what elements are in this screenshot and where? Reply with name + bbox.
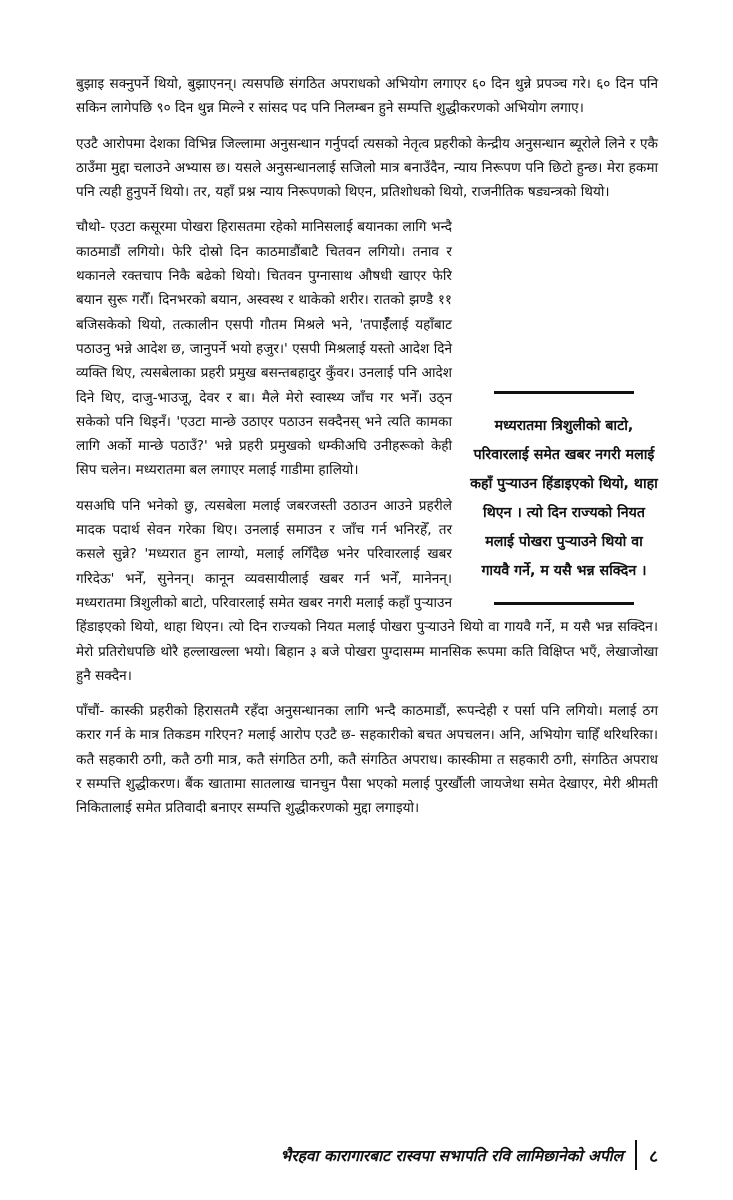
paragraph-1: बुझाइ सक्नुपर्ने थियो, बुझाएनन्। त्यसपछि संगठित अपराधको अभियोग लगाएर ६० दिन थुन्ने प्रपञ्च गरे। ६० दिन पनि सकिन लागेपछि ९० दिन थुन्न मिल्ने र सांसद पद पनि निलम्बन हुने सम्पत्ति शुद्धीकरणको अभियोग लगाए। — [76, 76, 658, 117]
pull-quote-text: मध्यरातमा त्रिशुलीको बाटो, परिवारलाई समेत खबर नगरी मलाई कहाँ पुऱ्याउन हिंडाइएको थियो, थाहा थिएन । त्यो दिन राज्यको नियत मलाई पोखरा पुऱ्याउने थियो वा गायवै गर्ने, म यसै भन्न सक्दिन । — [470, 418, 658, 580]
pull-quote — [470, 381, 658, 605]
paragraph-2: एउटै आरोपमा देशका विभिन्न जिल्लामा अनुसन्धान गर्नुपर्दा त्यसको नेतृत्व प्रहरीको केन्द्रीय अनुसन्धान ब्यूरोले लिने र एकै ठाउँमा मुद्दा चलाउने अभ्यास छ। यसले अनुसन्धानलाई सजिलो मात्र बनाउँदैन, न्याय निरूपण पनि छिटो हुन्छ। मेरा हकमा पनि त्यही हुनुपर्ने थियो। तर, यहाँ प्रश्न न्याय निरूपणको थिएन, प्रतिशोधको थियो, राजनीतिक षड्यन्त्रको थियो। — [76, 135, 658, 201]
page-footer — [76, 1138, 658, 1172]
article-body — [76, 72, 658, 832]
footer-title: भैरहवा कारागारबाट रास्वपा सभापति रवि लामिछानेको अपील — [280, 1147, 624, 1165]
paragraph-5: पाँचौं- कास्की प्रहरीको हिरासतमै रहँदा अनुसन्धानका लागि भन्दै काठमाडौं, रूपन्देही र पर्सा पनि लगियो। मलाई ठग करार गर्न के मात्र तिकडम गरिएन? मलाई आरोप एउटै छ- सहकारीको बचत अपचलन। अनि, अभियोग चाहिँ थरिथरिका। कतै सहकारी ठगी, कतै ठगी मात्र, कतै संगठित ठगी, कतै संगठित अपराध। कास्कीमा त सहकारी ठगी, संगठित अपराध र सम्पत्ति शुद्धीकरण। बैंक खातामा सातलाख चानचुन पैसा भएको मलाई पुरर्खौली जायजेथा समेत देखाएर, मेरी श्रीमती निकितालाई समेत प्रतिवादी बनाएर सम्पत्ति शुद्धीकरणको मुद्दा लगाइयो। — [76, 703, 658, 817]
paragraph-3: चौथो- एउटा कसूरमा पोखरा हिरासतमा रहेको मानिसलाई बयानका लागि भन्दै काठमाडौं लगियो। फेरि दोस्रो दिन काठमाडौंबाटै चितवन लगियो। तनाव र थकानले रक्तचाप निकै बढेको थियो। चितवन पुग्नासाथ औषधी खाएर फेरि बयान सुरू गरौँ। दिनभरको बयान, अस्वस्थ र थाकेको शरीर। रातको झण्डै ११ बजिसकेको थियो, तत्कालीन एसपी गौतम मिश्रले भने, 'तपाईँलाई यहाँबाट पठाउनु भन्ने आदेश छ, जानुपर्ने भयो हजुर।' एसपी मिश्रलाई यस्तो आदेश दिने व्यक्ति थिए, त्यसबेलाका प्रहरी प्रमुख बसन्तबहादुर कुँवर। उनलाई पनि आदेश दिने थिए, दाजु-भाउजू, देवर र बा। मैले मेरो स्वास्थ्य जाँच गर भनेँ। उठ्न सकेको पनि थिइनँ। 'एउटा मान्छे उठाएर पठाउन सक्दैनस् भने त्यति कामका लागि अर्को मान्छे पठाउँ?' भन्ने प्रहरी प्रमुखको धम्कीअघि उनीहरूको केही सिप चलेन। मध्यरातमा बल लगाएर मलाई गाडीमा हालियो। — [76, 219, 452, 479]
pull-quote-bottom-rule — [494, 602, 634, 605]
pull-quote-top-rule — [494, 391, 634, 394]
footer-divider — [635, 1140, 637, 1170]
page-number: ८ — [649, 1146, 658, 1167]
paragraph-4: यसअघि पनि भनेको छु, त्यसबेला मलाई जबरजस्ती उठाउन आउने प्रहरीले मादक पदार्थ सेवन गरेका थिए। उनलाई समाउन र जाँच गर्न भनिरहेँ, तर कसले सुन्ने? 'मध्यरात हुन लाग्यो, मलाई लगिँदैछ भनेर परिवारलाई खबर गरिदेऊ' भनेँ, सुनेनन्। कानून व्यवसायीलाई खबर गर्न भनेँ, मानेनन्। मध्यरातमा त्रिशुलीको बाटो, परिवारलाई समेत खबर नगरी मलाई कहाँ पुऱ्याउन हिंडाइएको थियो, थाहा थिएन। त्यो दिन राज्यको नियत मलाई पोखरा पुऱ्याउने थियो वा गायवै गर्ने, म यसै भन्न सक्दिन। मेरो प्रतिरोधपछि थोरै हल्लाखल्ला भयो। बिहान ३ बजे पोखरा पुग्दासम्म मानसिक रूपमा कति विक्षिप्त भएँ, लेखाजोखा हुनै सक्दैन। — [76, 497, 658, 684]
